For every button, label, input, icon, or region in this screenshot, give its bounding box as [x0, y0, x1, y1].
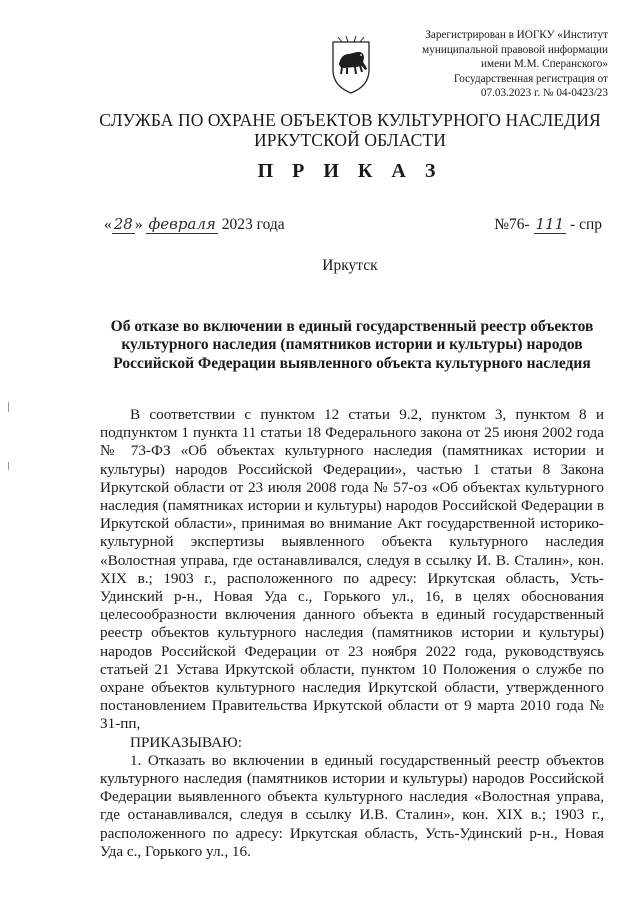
- registration-line: муниципальной правовой информации: [422, 43, 608, 56]
- document-date: [104, 215, 285, 234]
- registration-line: 07.03.2023 г. № 04-0423/23: [480, 87, 608, 100]
- date-close-quote: »: [134, 216, 143, 233]
- document-body: [100, 406, 604, 861]
- city-name: Иркутск: [322, 257, 378, 274]
- order-word: ПРИКАЗЫВАЮ:: [130, 733, 242, 751]
- date-month-handwritten: февраля: [148, 215, 216, 233]
- document-number: [494, 215, 602, 234]
- date-open-quote: «: [104, 216, 112, 233]
- margin-mark: [8, 402, 9, 412]
- agency-name-line: СЛУЖБА ПО ОХРАНЕ ОБЪЕКТОВ КУЛЬТУРНОГО НАСЛЕДИЯ: [99, 110, 601, 130]
- number-value-handwritten: 111: [535, 215, 565, 233]
- agency-name: [0, 110, 640, 150]
- margin-mark: [8, 462, 9, 470]
- agency-name-line: ИРКУТСКОЙ ОБЛАСТИ: [254, 130, 446, 150]
- document-type-title: П Р И К А З: [257, 160, 443, 182]
- date-day-handwritten: 28: [113, 215, 133, 233]
- registration-line: Зарегистрирован в ИОГКУ «Институт: [425, 29, 608, 41]
- preamble-paragraph: В соответствии с пунктом 12 статьи 9.2, пунктом 3, пунктом 8 и подпунктом 1 пункта 11 статьи 18 Федерального закона от 25 июня 2002 года № 73-ФЗ «Об объектах культурного наследия (памятниках истории и культуры) народов Российской Федерации», частью 1 статьи 8 Закона Иркутской области от 23 июля 2008 года № 57-оз «Об объектах культурного наследия (памятниках истории и культуры) народов Российской Федерации в Иркутской области», принимая во внимание Акт государственной историко-культурной экспертизы выявленного объекта культурного наследия «Волостная управа, где останавливался, следуя в ссылку И. В. Сталин», кон. XIX в.; 1903 г., расположенного по адресу: Иркутская область, Усть-Удинский р-н., Новая Уда с., Горького ул., 16, в целях обоснования целесообразности включения данного объекта в единый государственный реестр объектов культурного наследия (памятников истории и культуры) народов Российской Федерации от 23 ноября 2022 года, руководствуясь статьей 21 Устава Иркутской области, пунктом 10 Положения о службе по охране объектов культурного наследия Иркутской области, утвержденного постановлением Правительства Иркутской области от 9 марта 2010 года № 31-пп,: [100, 406, 604, 733]
- number-prefix: №76-: [494, 216, 530, 233]
- irkutsk-coat-of-arms-icon: [330, 34, 372, 96]
- date-year: 2023 года: [221, 216, 285, 233]
- registration-line: Государственная регистрация от: [453, 72, 608, 85]
- registration-line: имени М.М. Сперанского»: [481, 58, 608, 71]
- document-heading: Об отказе во включении в единый государственный реестр объектов культурного наследия (памятников истории и культуры) народов Российской Федерации выявленного объекта культурного наследия: [110, 318, 594, 372]
- number-suffix: - спр: [570, 216, 602, 233]
- order-item-1: 1. Отказать во включении в единый государственный реестр объектов культурного наследия (памятников истории и культуры) народов Российской Федерации выявленного объекта культурного наследия «Волостная управа, где останавливался, следуя в ссылку И.В. Сталин», кон. XIX в.; 1903 г., расположенного по адресу: Иркутская область, Усть-Удинский р-н., Новая Уда с., Горького ул., 16.: [100, 751, 604, 860]
- registration-stamp: [368, 28, 608, 101]
